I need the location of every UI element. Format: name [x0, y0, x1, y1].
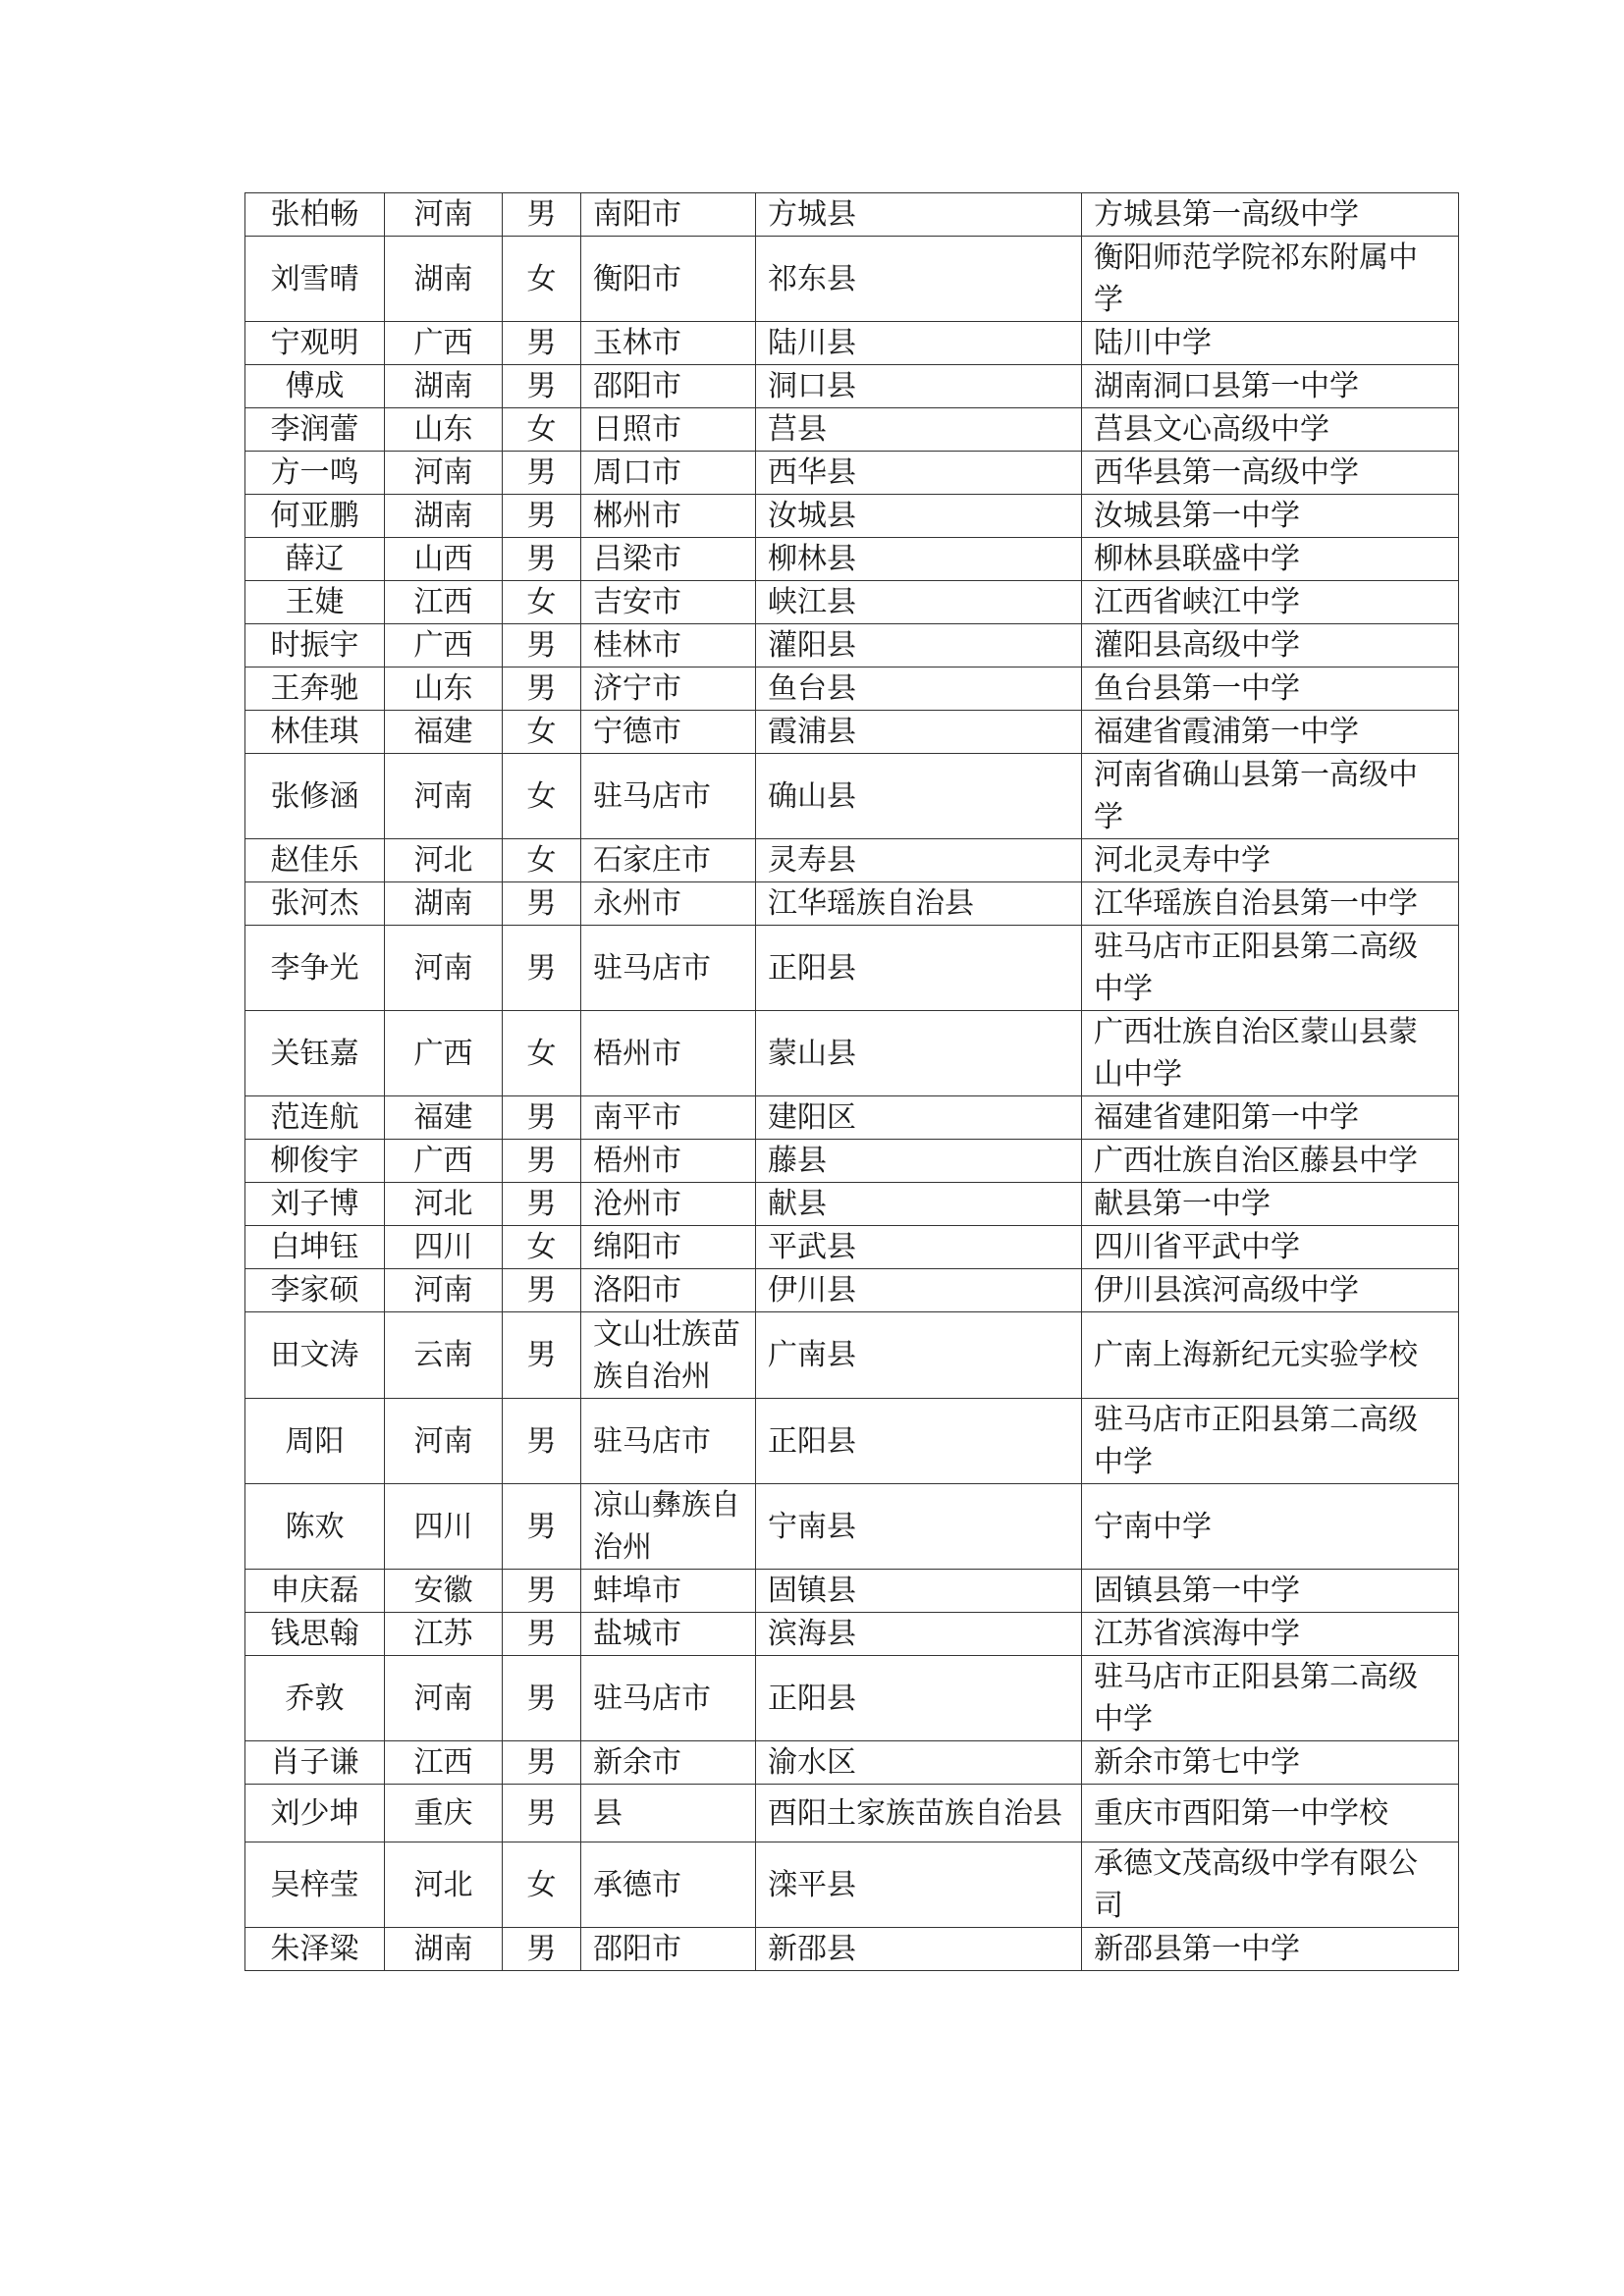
cell-county: 汝城县: [756, 495, 1082, 538]
cell-name: 申庆磊: [245, 1570, 385, 1613]
cell-province: 湖南: [385, 882, 503, 926]
cell-county: 滨海县: [756, 1613, 1082, 1656]
cell-name: 关钰嘉: [245, 1011, 385, 1096]
cell-name: 刘雪晴: [245, 237, 385, 322]
table-row: [245, 667, 1459, 711]
cell-sex: 女: [503, 581, 581, 624]
cell-city: 文山壮族苗族自治州: [581, 1312, 756, 1399]
cell-school: 宁南中学: [1082, 1484, 1459, 1570]
cell-school: 陆川中学: [1082, 322, 1459, 365]
cell-school: 献县第一中学: [1082, 1183, 1459, 1226]
cell-city: 绵阳市: [581, 1226, 756, 1269]
cell-city: 新余市: [581, 1741, 756, 1785]
table-row: [245, 1785, 1459, 1842]
cell-province: 河南: [385, 1656, 503, 1741]
cell-school: 广西壮族自治区藤县中学: [1082, 1140, 1459, 1183]
cell-name: 白坤钰: [245, 1226, 385, 1269]
cell-county: 正阳县: [756, 926, 1082, 1011]
cell-school: 新邵县第一中学: [1082, 1928, 1459, 1971]
cell-school: 重庆市酉阳第一中学校: [1082, 1785, 1459, 1842]
cell-county: 正阳县: [756, 1399, 1082, 1484]
cell-school: 柳林县联盛中学: [1082, 538, 1459, 581]
cell-county: 酉阳土家族苗族自治县: [756, 1785, 1082, 1842]
cell-city: 盐城市: [581, 1613, 756, 1656]
cell-sex: 男: [503, 495, 581, 538]
cell-sex: 男: [503, 322, 581, 365]
cell-city: 梧州市: [581, 1011, 756, 1096]
cell-school: 伊川县滨河高级中学: [1082, 1269, 1459, 1312]
cell-school: 广南上海新纪元实验学校: [1082, 1312, 1459, 1399]
cell-school: 新余市第七中学: [1082, 1741, 1459, 1785]
cell-province: 安徽: [385, 1570, 503, 1613]
cell-county: 建阳区: [756, 1096, 1082, 1140]
cell-school: 鱼台县第一中学: [1082, 667, 1459, 711]
cell-county: 新邵县: [756, 1928, 1082, 1971]
cell-name: 林佳琪: [245, 711, 385, 754]
table-row: [245, 1656, 1459, 1741]
cell-city: 周口市: [581, 452, 756, 495]
cell-name: 方一鸣: [245, 452, 385, 495]
cell-school: 江华瑶族自治县第一中学: [1082, 882, 1459, 926]
cell-school: 福建省建阳第一中学: [1082, 1096, 1459, 1140]
cell-city: 南平市: [581, 1096, 756, 1140]
cell-sex: 女: [503, 1842, 581, 1928]
table-row: [245, 1096, 1459, 1140]
student-roster-table: [244, 192, 1459, 1971]
cell-school: 驻马店市正阳县第二高级中学: [1082, 1399, 1459, 1484]
cell-county: 祁东县: [756, 237, 1082, 322]
cell-county: 渝水区: [756, 1741, 1082, 1785]
cell-school: 江苏省滨海中学: [1082, 1613, 1459, 1656]
cell-county: 滦平县: [756, 1842, 1082, 1928]
cell-province: 山东: [385, 408, 503, 452]
cell-province: 四川: [385, 1484, 503, 1570]
cell-name: 柳俊宇: [245, 1140, 385, 1183]
cell-county: 灵寿县: [756, 839, 1082, 882]
cell-province: 山东: [385, 667, 503, 711]
cell-county: 峡江县: [756, 581, 1082, 624]
cell-province: 河南: [385, 193, 503, 237]
cell-name: 刘少坤: [245, 1785, 385, 1842]
cell-name: 张修涵: [245, 754, 385, 839]
cell-city: 宁德市: [581, 711, 756, 754]
cell-province: 江西: [385, 581, 503, 624]
cell-name: 王奔驰: [245, 667, 385, 711]
cell-name: 傅成: [245, 365, 385, 408]
cell-name: 田文涛: [245, 1312, 385, 1399]
cell-province: 河北: [385, 1842, 503, 1928]
cell-sex: 男: [503, 365, 581, 408]
cell-name: 王婕: [245, 581, 385, 624]
cell-sex: 男: [503, 1484, 581, 1570]
cell-province: 湖南: [385, 237, 503, 322]
table-row: [245, 495, 1459, 538]
cell-city: 驻马店市: [581, 1399, 756, 1484]
cell-city: 驻马店市: [581, 754, 756, 839]
table-row: [245, 237, 1459, 322]
roster-body: [245, 193, 1459, 1971]
cell-city: 邵阳市: [581, 1928, 756, 1971]
cell-province: 云南: [385, 1312, 503, 1399]
cell-name: 朱泽粱: [245, 1928, 385, 1971]
cell-province: 广西: [385, 1140, 503, 1183]
table-row: [245, 839, 1459, 882]
table-row: [245, 322, 1459, 365]
cell-county: 伊川县: [756, 1269, 1082, 1312]
cell-school: 驻马店市正阳县第二高级中学: [1082, 1656, 1459, 1741]
cell-province: 山西: [385, 538, 503, 581]
table-row: [245, 193, 1459, 237]
cell-county: 正阳县: [756, 1656, 1082, 1741]
cell-name: 肖子谦: [245, 1741, 385, 1785]
table-row: [245, 1011, 1459, 1096]
table-row: [245, 754, 1459, 839]
cell-school: 驻马店市正阳县第二高级中学: [1082, 926, 1459, 1011]
cell-sex: 男: [503, 1140, 581, 1183]
cell-sex: 男: [503, 1928, 581, 1971]
cell-province: 河北: [385, 839, 503, 882]
cell-city: 郴州市: [581, 495, 756, 538]
cell-name: 何亚鹏: [245, 495, 385, 538]
cell-name: 李家硕: [245, 1269, 385, 1312]
cell-province: 湖南: [385, 495, 503, 538]
cell-county: 广南县: [756, 1312, 1082, 1399]
cell-name: 刘子博: [245, 1183, 385, 1226]
cell-name: 张河杰: [245, 882, 385, 926]
cell-province: 广西: [385, 624, 503, 667]
cell-county: 莒县: [756, 408, 1082, 452]
cell-name: 时振宇: [245, 624, 385, 667]
cell-school: 江西省峡江中学: [1082, 581, 1459, 624]
cell-sex: 女: [503, 711, 581, 754]
cell-name: 李润蕾: [245, 408, 385, 452]
cell-school: 湖南洞口县第一中学: [1082, 365, 1459, 408]
cell-sex: 女: [503, 237, 581, 322]
cell-city: 济宁市: [581, 667, 756, 711]
cell-school: 福建省霞浦第一中学: [1082, 711, 1459, 754]
cell-province: 湖南: [385, 365, 503, 408]
cell-name: 宁观明: [245, 322, 385, 365]
cell-school: 衡阳师范学院祁东附属中学: [1082, 237, 1459, 322]
cell-city: 吉安市: [581, 581, 756, 624]
cell-province: 福建: [385, 711, 503, 754]
cell-sex: 男: [503, 193, 581, 237]
cell-province: 湖南: [385, 1928, 503, 1971]
cell-province: 河北: [385, 1183, 503, 1226]
cell-school: 承德文茂高级中学有限公司: [1082, 1842, 1459, 1928]
table-row: [245, 1484, 1459, 1570]
table-row: [245, 711, 1459, 754]
cell-name: 周阳: [245, 1399, 385, 1484]
cell-county: 固镇县: [756, 1570, 1082, 1613]
cell-sex: 男: [503, 1312, 581, 1399]
cell-name: 薛辽: [245, 538, 385, 581]
cell-sex: 男: [503, 1570, 581, 1613]
cell-sex: 男: [503, 1183, 581, 1226]
cell-county: 宁南县: [756, 1484, 1082, 1570]
cell-name: 范连航: [245, 1096, 385, 1140]
cell-sex: 男: [503, 452, 581, 495]
cell-name: 张柏畅: [245, 193, 385, 237]
cell-city: 洛阳市: [581, 1269, 756, 1312]
cell-school: 汝城县第一中学: [1082, 495, 1459, 538]
cell-city: 梧州市: [581, 1140, 756, 1183]
cell-county: 方城县: [756, 193, 1082, 237]
cell-province: 重庆: [385, 1785, 503, 1842]
table-row: [245, 1741, 1459, 1785]
cell-name: 赵佳乐: [245, 839, 385, 882]
cell-name: 乔敦: [245, 1656, 385, 1741]
cell-county: 陆川县: [756, 322, 1082, 365]
cell-city: 衡阳市: [581, 237, 756, 322]
table-row: [245, 882, 1459, 926]
cell-sex: 女: [503, 408, 581, 452]
cell-county: 霞浦县: [756, 711, 1082, 754]
cell-city: 蚌埠市: [581, 1570, 756, 1613]
cell-name: 陈欢: [245, 1484, 385, 1570]
cell-city: 玉林市: [581, 322, 756, 365]
cell-name: 吴梓莹: [245, 1842, 385, 1928]
cell-province: 广西: [385, 1011, 503, 1096]
cell-province: 广西: [385, 322, 503, 365]
cell-county: 灌阳县: [756, 624, 1082, 667]
cell-city: 桂林市: [581, 624, 756, 667]
cell-school: 河南省确山县第一高级中学: [1082, 754, 1459, 839]
cell-school: 方城县第一高级中学: [1082, 193, 1459, 237]
cell-province: 江西: [385, 1741, 503, 1785]
cell-city: 邵阳市: [581, 365, 756, 408]
table-row: [245, 452, 1459, 495]
cell-province: 河南: [385, 926, 503, 1011]
cell-city: 凉山彝族自治州: [581, 1484, 756, 1570]
cell-school: 四川省平武中学: [1082, 1226, 1459, 1269]
cell-county: 洞口县: [756, 365, 1082, 408]
cell-county: 藤县: [756, 1140, 1082, 1183]
cell-sex: 男: [503, 667, 581, 711]
cell-city: 驻马店市: [581, 1656, 756, 1741]
cell-province: 福建: [385, 1096, 503, 1140]
cell-sex: 女: [503, 839, 581, 882]
cell-county: 平武县: [756, 1226, 1082, 1269]
cell-city: 南阳市: [581, 193, 756, 237]
cell-city: 永州市: [581, 882, 756, 926]
cell-city: 沧州市: [581, 1183, 756, 1226]
cell-school: 广西壮族自治区蒙山县蒙山中学: [1082, 1011, 1459, 1096]
table-row: [245, 926, 1459, 1011]
cell-school: 河北灵寿中学: [1082, 839, 1459, 882]
cell-province: 河南: [385, 754, 503, 839]
cell-county: 柳林县: [756, 538, 1082, 581]
cell-school: 西华县第一高级中学: [1082, 452, 1459, 495]
table-row: [245, 1226, 1459, 1269]
cell-sex: 男: [503, 926, 581, 1011]
cell-name: 钱思翰: [245, 1613, 385, 1656]
cell-school: 固镇县第一中学: [1082, 1570, 1459, 1613]
cell-city: 石家庄市: [581, 839, 756, 882]
cell-city: 吕梁市: [581, 538, 756, 581]
cell-county: 献县: [756, 1183, 1082, 1226]
cell-sex: 男: [503, 538, 581, 581]
table-row: [245, 1269, 1459, 1312]
cell-county: 确山县: [756, 754, 1082, 839]
table-row: [245, 1140, 1459, 1183]
cell-sex: 男: [503, 624, 581, 667]
cell-county: 江华瑶族自治县: [756, 882, 1082, 926]
cell-county: 西华县: [756, 452, 1082, 495]
cell-city: 承德市: [581, 1842, 756, 1928]
cell-province: 河南: [385, 452, 503, 495]
cell-sex: 男: [503, 1741, 581, 1785]
cell-sex: 男: [503, 882, 581, 926]
cell-sex: 女: [503, 1226, 581, 1269]
table-row: [245, 1399, 1459, 1484]
table-row: [245, 1842, 1459, 1928]
cell-sex: 男: [503, 1269, 581, 1312]
table-row: [245, 1570, 1459, 1613]
table-row: [245, 1183, 1459, 1226]
cell-county: 蒙山县: [756, 1011, 1082, 1096]
cell-city: 日照市: [581, 408, 756, 452]
table-row: [245, 581, 1459, 624]
cell-sex: 女: [503, 754, 581, 839]
table-row: [245, 365, 1459, 408]
table-row: [245, 538, 1459, 581]
cell-province: 河南: [385, 1269, 503, 1312]
cell-sex: 男: [503, 1785, 581, 1842]
cell-city: 驻马店市: [581, 926, 756, 1011]
cell-province: 江苏: [385, 1613, 503, 1656]
cell-province: 河南: [385, 1399, 503, 1484]
table-row: [245, 1928, 1459, 1971]
cell-sex: 女: [503, 1011, 581, 1096]
table-row: [245, 408, 1459, 452]
cell-sex: 男: [503, 1613, 581, 1656]
cell-school: 灌阳县高级中学: [1082, 624, 1459, 667]
table-row: [245, 624, 1459, 667]
table-row: [245, 1613, 1459, 1656]
cell-city: 县: [581, 1785, 756, 1842]
cell-county: 鱼台县: [756, 667, 1082, 711]
cell-sex: 男: [503, 1656, 581, 1741]
cell-sex: 男: [503, 1399, 581, 1484]
table-row: [245, 1312, 1459, 1399]
cell-sex: 男: [503, 1096, 581, 1140]
cell-province: 四川: [385, 1226, 503, 1269]
cell-school: 莒县文心高级中学: [1082, 408, 1459, 452]
cell-name: 李争光: [245, 926, 385, 1011]
